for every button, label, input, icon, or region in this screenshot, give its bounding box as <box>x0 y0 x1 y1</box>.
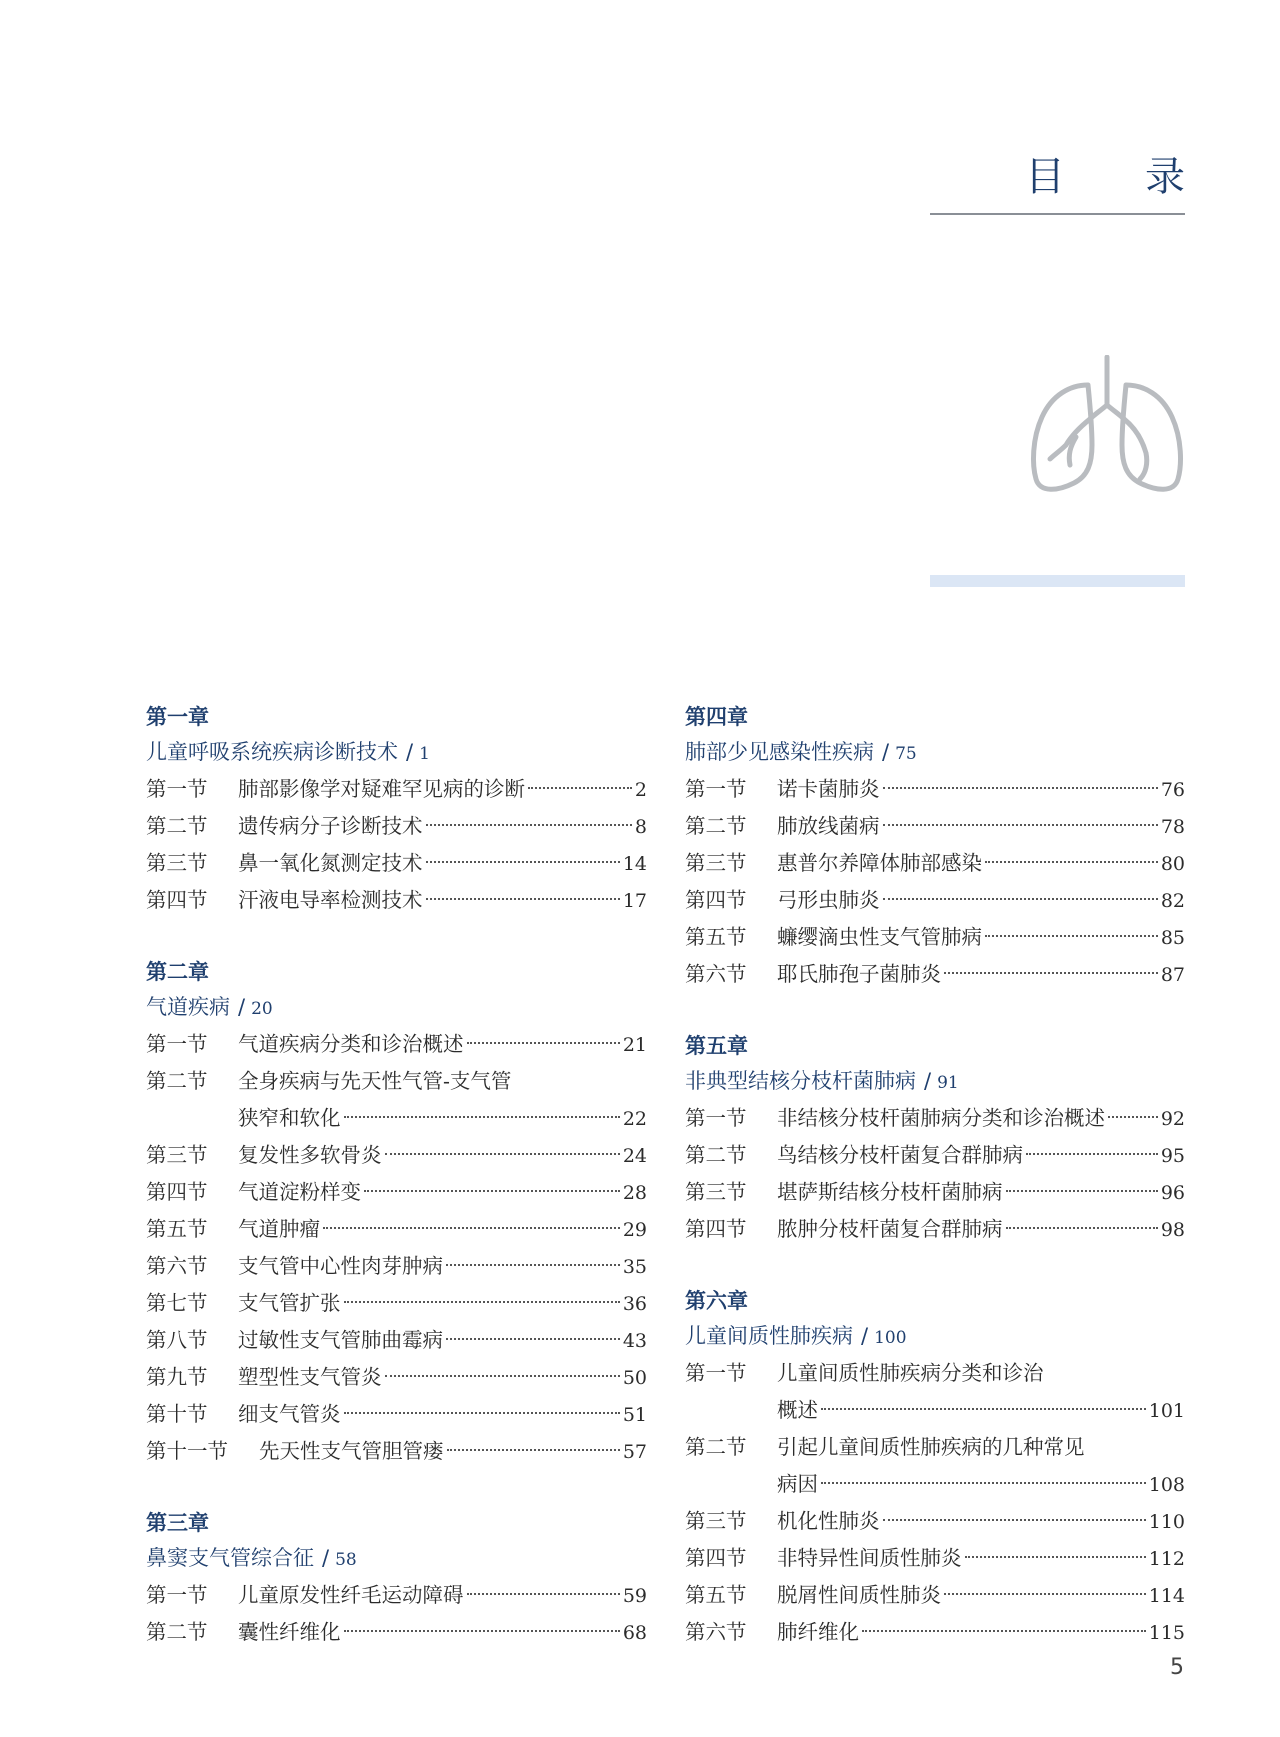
leader-dots <box>446 1264 620 1266</box>
toc-entry[interactable] <box>685 882 1185 919</box>
section-number: 第四节 <box>146 1180 208 1204</box>
toc-entry[interactable] <box>146 1174 647 1211</box>
section-page: 22 <box>622 1108 647 1130</box>
toc-entry[interactable] <box>146 1359 647 1396</box>
leader-dots <box>1108 1116 1158 1118</box>
section-title: 脓肿分枝杆菌复合群肺病 <box>777 1217 1003 1241</box>
section-number: 第三节 <box>685 851 747 875</box>
toc-entry[interactable] <box>685 845 1185 882</box>
section-page: 35 <box>622 1256 647 1278</box>
chapter-title-row[interactable] <box>685 734 1185 771</box>
leader-dots <box>364 1190 620 1192</box>
chapter-block <box>146 955 647 1470</box>
chapter-title: 儿童呼吸系统疾病诊断技术 <box>146 740 398 764</box>
toc-entry[interactable] <box>146 1026 647 1063</box>
section-page: 68 <box>622 1622 647 1644</box>
leader-dots <box>883 898 1158 900</box>
section-title: 弓形虫肺炎 <box>777 888 880 912</box>
toc-entry[interactable] <box>685 1174 1185 1211</box>
toc-entry[interactable] <box>685 808 1185 845</box>
section-page: 21 <box>622 1034 647 1056</box>
leader-dots <box>467 1042 620 1044</box>
section-number: 第四节 <box>146 888 208 912</box>
leader-dots <box>985 861 1158 863</box>
toc-entry[interactable] <box>685 771 1185 808</box>
section-number: 第五节 <box>685 925 747 949</box>
section-number: 第二节 <box>146 1620 208 1644</box>
leader-dots <box>426 824 632 826</box>
section-title: 惠普尔养障体肺部感染 <box>777 851 982 875</box>
toc-entry[interactable] <box>146 1396 647 1433</box>
section-title: 先天性支气管胆管瘘 <box>259 1439 444 1463</box>
section-title: 支气管扩张 <box>238 1291 341 1315</box>
toc-entry[interactable] <box>146 808 647 845</box>
section-page: 76 <box>1160 779 1185 801</box>
section-title-continued: 狭窄和软化 <box>238 1106 341 1130</box>
section-page: 110 <box>1148 1511 1185 1533</box>
section-title: 非特异性间质性肺炎 <box>777 1546 962 1570</box>
toc-entry[interactable] <box>685 956 1185 993</box>
section-page: 85 <box>1160 927 1185 949</box>
section-title: 耶氏肺孢子菌肺炎 <box>777 962 941 986</box>
chapter-title-row[interactable] <box>685 1318 1185 1355</box>
separator: / <box>924 1069 932 1093</box>
section-title: 机化性肺炎 <box>777 1509 880 1533</box>
section-title: 气道淀粉样变 <box>238 1180 361 1204</box>
section-title: 儿童间质性肺疾病分类和诊治 <box>777 1361 1044 1385</box>
section-number: 第四节 <box>685 1546 747 1570</box>
section-page: 43 <box>622 1330 647 1352</box>
toc-entry[interactable] <box>146 1433 647 1470</box>
toc-entry[interactable] <box>146 1063 647 1100</box>
section-page: 57 <box>622 1441 647 1463</box>
section-title: 肺部影像学对疑难罕见病的诊断 <box>238 777 525 801</box>
section-page: 82 <box>1160 890 1185 912</box>
leader-dots <box>528 787 632 789</box>
toc-entry[interactable] <box>146 1137 647 1174</box>
section-title: 肺放线菌病 <box>777 814 880 838</box>
section-page: 108 <box>1148 1474 1185 1496</box>
toc-entry[interactable] <box>146 1248 647 1285</box>
chapter-title: 气道疾病 <box>146 995 230 1019</box>
toc-entry-continuation[interactable] <box>685 1466 1185 1503</box>
leader-dots <box>985 935 1158 937</box>
section-page: 29 <box>622 1219 647 1241</box>
toc-entry[interactable] <box>685 1614 1185 1651</box>
section-number: 第八节 <box>146 1328 208 1352</box>
section-title: 肺纤维化 <box>777 1620 859 1644</box>
chapter-label: 第四章 <box>685 705 748 729</box>
section-number: 第二节 <box>685 1143 747 1167</box>
chapter-label: 第三章 <box>146 1511 209 1535</box>
toc-entry[interactable] <box>146 1614 647 1651</box>
section-number: 第五节 <box>685 1583 747 1607</box>
lung-icon <box>1030 355 1185 500</box>
page-title <box>1025 148 1185 198</box>
section-title: 塑型性支气管炎 <box>238 1365 382 1389</box>
separator: / <box>238 995 246 1019</box>
section-page: 115 <box>1148 1622 1185 1644</box>
section-title: 过敏性支气管肺曲霉病 <box>238 1328 443 1352</box>
chapter-title: 儿童间质性肺疾病 <box>685 1324 853 1348</box>
toc-column-left <box>146 700 647 1687</box>
chapter-title-row[interactable] <box>685 1063 1185 1100</box>
section-number: 第五节 <box>146 1217 208 1241</box>
section-page: 17 <box>622 890 647 912</box>
leader-dots <box>446 1338 620 1340</box>
section-number: 第四节 <box>685 1217 747 1241</box>
title-char-2: 录 <box>1145 153 1185 200</box>
chapter-label: 第一章 <box>146 705 209 729</box>
section-number: 第九节 <box>146 1365 208 1389</box>
chapter-label: 第六章 <box>685 1289 748 1313</box>
section-number: 第六节 <box>146 1254 208 1278</box>
section-number: 第六节 <box>685 1620 747 1644</box>
section-number: 第六节 <box>685 962 747 986</box>
section-number: 第二节 <box>146 814 208 838</box>
leader-dots <box>1006 1190 1158 1192</box>
leader-dots <box>467 1593 620 1595</box>
section-title-continued: 概述 <box>777 1398 818 1422</box>
toc-entry-continuation[interactable] <box>146 1100 647 1137</box>
section-title: 蠊缨滴虫性支气管肺病 <box>777 925 982 949</box>
title-underline <box>930 213 1185 215</box>
leader-dots <box>944 972 1158 974</box>
section-page: 112 <box>1148 1548 1185 1570</box>
section-page: 78 <box>1160 816 1185 838</box>
leader-dots <box>883 1519 1146 1521</box>
chapter-block <box>146 700 647 919</box>
section-number: 第一节 <box>146 1032 208 1056</box>
leader-dots <box>426 898 620 900</box>
section-number: 第一节 <box>685 1106 747 1130</box>
toc-entry[interactable] <box>685 1355 1185 1392</box>
section-title: 囊性纤维化 <box>238 1620 341 1644</box>
chapter-page: 91 <box>937 1073 959 1093</box>
leader-dots <box>1026 1153 1158 1155</box>
toc-entry[interactable] <box>685 1137 1185 1174</box>
section-number: 第一节 <box>146 777 208 801</box>
toc-entry[interactable] <box>685 1503 1185 1540</box>
chapter-page: 20 <box>251 999 273 1019</box>
chapter-page: 1 <box>419 744 430 764</box>
separator: / <box>406 740 414 764</box>
page-number: 5 <box>1170 1655 1184 1680</box>
toc-entry[interactable] <box>146 1211 647 1248</box>
section-page: 28 <box>622 1182 647 1204</box>
toc-column-right <box>685 700 1185 1687</box>
separator: / <box>882 740 890 764</box>
leader-dots <box>385 1375 620 1377</box>
leader-dots <box>385 1153 620 1155</box>
toc-entry[interactable] <box>146 845 647 882</box>
section-number: 第一节 <box>146 1583 208 1607</box>
toc-entry[interactable] <box>685 1100 1185 1137</box>
section-title: 非结核分枝杆菌肺病分类和诊治概述 <box>777 1106 1105 1130</box>
chapter-block <box>685 1284 1185 1651</box>
leader-dots <box>1006 1227 1158 1229</box>
section-number: 第二节 <box>685 814 747 838</box>
decorative-bar <box>930 575 1185 587</box>
toc-entry[interactable] <box>146 1322 647 1359</box>
leader-dots <box>426 861 620 863</box>
section-page: 2 <box>634 779 647 801</box>
section-title: 堪萨斯结核分枝杆菌肺病 <box>777 1180 1003 1204</box>
section-page: 36 <box>622 1293 647 1315</box>
section-number: 第二节 <box>685 1435 747 1459</box>
toc-entry[interactable] <box>146 882 647 919</box>
section-number: 第十一节 <box>146 1439 228 1463</box>
section-title: 儿童原发性纤毛运动障碍 <box>238 1583 464 1607</box>
section-page: 87 <box>1160 964 1185 986</box>
section-title: 复发性多软骨炎 <box>238 1143 382 1167</box>
chapter-block <box>685 700 1185 993</box>
title-char-1: 目 <box>1025 153 1065 200</box>
section-page: 24 <box>622 1145 647 1167</box>
chapter-block <box>146 1506 647 1651</box>
chapter-title: 鼻窦支气管综合征 <box>146 1546 314 1570</box>
separator: / <box>322 1546 330 1570</box>
section-title: 全身疾病与先天性气管-支气管 <box>238 1069 512 1093</box>
leader-dots <box>944 1593 1146 1595</box>
section-number: 第二节 <box>146 1069 208 1093</box>
section-page: 14 <box>622 853 647 875</box>
section-title: 脱屑性间质性肺炎 <box>777 1583 941 1607</box>
leader-dots <box>447 1449 620 1451</box>
leader-dots <box>965 1556 1146 1558</box>
leader-dots <box>323 1227 620 1229</box>
separator: / <box>861 1324 869 1348</box>
leader-dots <box>883 824 1158 826</box>
chapter-label: 第二章 <box>146 960 209 984</box>
toc-entry[interactable] <box>685 1211 1185 1248</box>
toc-entry[interactable] <box>685 1540 1185 1577</box>
section-title: 诺卡菌肺炎 <box>777 777 880 801</box>
chapter-title-row[interactable] <box>146 989 647 1026</box>
chapter-title: 肺部少见感染性疾病 <box>685 740 874 764</box>
chapter-title: 非典型结核分枝杆菌肺病 <box>685 1069 916 1093</box>
section-page: 92 <box>1160 1108 1185 1130</box>
section-page: 101 <box>1148 1400 1185 1422</box>
leader-dots <box>344 1301 620 1303</box>
section-page: 96 <box>1160 1182 1185 1204</box>
section-title: 气道肿瘤 <box>238 1217 320 1241</box>
section-title: 鸟结核分枝杆菌复合群肺病 <box>777 1143 1023 1167</box>
section-page: 51 <box>622 1404 647 1426</box>
section-title: 遗传病分子诊断技术 <box>238 814 423 838</box>
section-title: 支气管中心性肉芽肿病 <box>238 1254 443 1278</box>
section-number: 第七节 <box>146 1291 208 1315</box>
section-page: 50 <box>622 1367 647 1389</box>
toc-entry[interactable] <box>685 1577 1185 1614</box>
section-number: 第一节 <box>685 1361 747 1385</box>
toc-entry[interactable] <box>685 919 1185 956</box>
chapter-title-row[interactable] <box>146 1540 647 1577</box>
section-page: 114 <box>1148 1585 1185 1607</box>
toc-entry[interactable] <box>146 1285 647 1322</box>
section-number: 第三节 <box>146 851 208 875</box>
chapter-page: 58 <box>335 1550 357 1570</box>
section-title-continued: 病因 <box>777 1472 818 1496</box>
toc-entry[interactable] <box>146 771 647 808</box>
section-page: 80 <box>1160 853 1185 875</box>
chapter-page: 75 <box>895 744 917 764</box>
section-title: 细支气管炎 <box>238 1402 341 1426</box>
section-title: 汗液电导率检测技术 <box>238 888 423 912</box>
leader-dots <box>344 1630 620 1632</box>
leader-dots <box>821 1482 1146 1484</box>
toc-entry-continuation[interactable] <box>685 1392 1185 1429</box>
chapter-page: 100 <box>874 1328 907 1348</box>
section-page: 98 <box>1160 1219 1185 1241</box>
section-page: 95 <box>1160 1145 1185 1167</box>
section-page: 59 <box>622 1585 647 1607</box>
toc-entry[interactable] <box>685 1429 1185 1466</box>
section-title: 气道疾病分类和诊治概述 <box>238 1032 464 1056</box>
section-title: 引起儿童间质性肺疾病的几种常见 <box>777 1435 1085 1459</box>
section-title: 鼻一氧化氮测定技术 <box>238 851 423 875</box>
section-number: 第三节 <box>685 1509 747 1533</box>
section-number: 第三节 <box>685 1180 747 1204</box>
section-number: 第十节 <box>146 1402 208 1426</box>
leader-dots <box>344 1412 620 1414</box>
toc-entry[interactable] <box>146 1577 647 1614</box>
section-page: 8 <box>634 816 647 838</box>
leader-dots <box>344 1116 620 1118</box>
section-number: 第四节 <box>685 888 747 912</box>
leader-dots <box>883 787 1158 789</box>
chapter-label: 第五章 <box>685 1034 748 1058</box>
leader-dots <box>821 1408 1146 1410</box>
section-number: 第三节 <box>146 1143 208 1167</box>
leader-dots <box>862 1630 1146 1632</box>
chapter-block <box>685 1029 1185 1248</box>
chapter-title-row[interactable] <box>146 734 647 771</box>
section-number: 第一节 <box>685 777 747 801</box>
